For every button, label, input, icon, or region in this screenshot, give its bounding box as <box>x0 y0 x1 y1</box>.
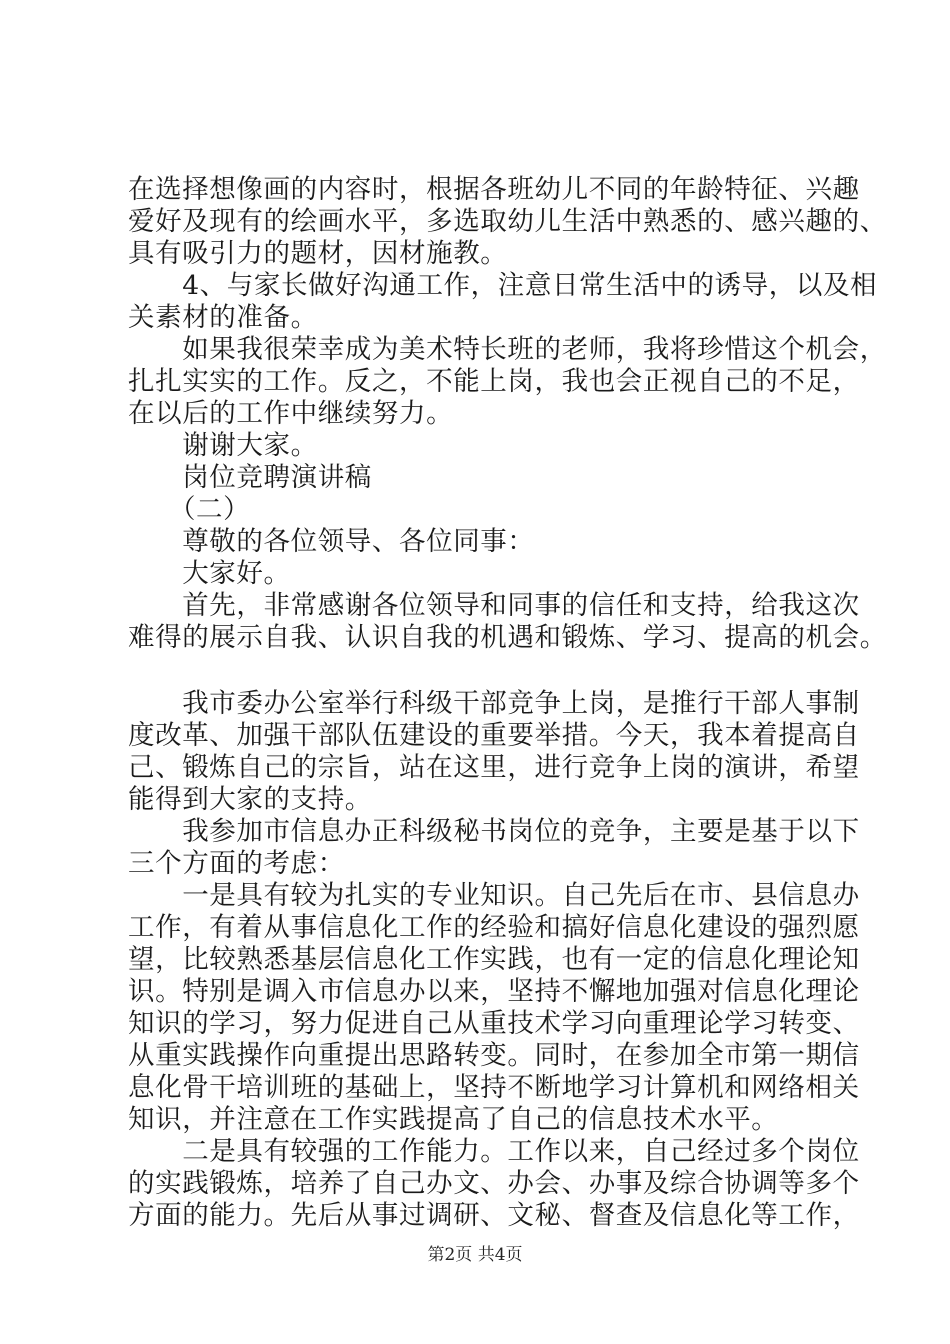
text-line: 首先，非常感谢各位领导和同事的信任和支持，给我这次 <box>128 590 860 621</box>
text-line: 从重实践操作向重提出思路转变。同时，在参加全市第一期信 <box>128 1040 860 1071</box>
text-line: 度改革、加强干部队伍建设的重要举措。今天，我本着提高自 <box>128 720 860 751</box>
text-line: 爱好及现有的绘画水平，多选取幼儿生活中熟悉的、感兴趣的、 <box>128 206 887 237</box>
document-body <box>128 174 887 1232</box>
page-number-footer: 第2页 共4页 <box>427 1245 523 1265</box>
text-line: 能得到大家的支持。 <box>128 784 372 815</box>
text-line: 谢谢大家。 <box>128 430 318 461</box>
text-line: 方面的能力。先后从事过调研、文秘、督查及信息化等工作， <box>128 1200 860 1231</box>
text-line: 己、锻炼自己的宗旨，站在这里，进行竞争上岗的演讲，希望 <box>128 752 860 783</box>
text-line: 具有吸引力的题材，因材施教。 <box>128 238 508 269</box>
text-line: 如果我很荣幸成为美术特长班的老师，我将珍惜这个机会， <box>128 334 887 365</box>
text-line: 望，比较熟悉基层信息化工作实践，也有一定的信息化理论知 <box>128 944 860 975</box>
text-line: 知识的学习，努力促进自己从重技术学习向重理论学习转变、 <box>128 1008 860 1039</box>
text-line: 4、与家长做好沟通工作，注意日常生活中的诱导，以及相 <box>128 270 878 301</box>
text-line: 息化骨干培训班的基础上，坚持不断地学习计算机和网络相关 <box>128 1072 860 1103</box>
greeting: 大家好。 <box>128 558 291 589</box>
text-line: 关素材的准备。 <box>128 302 318 333</box>
text-line: 识。特别是调入市信息办以来，坚持不懈地加强对信息化理论 <box>128 976 860 1007</box>
salutation: 尊敬的各位领导、各位同事： <box>128 526 535 557</box>
section-title: 岗位竞聘演讲稿 <box>128 462 372 493</box>
section-number: （二） <box>128 494 251 525</box>
text-line: 知识，并注意在工作实践提高了自己的信息技术水平。 <box>128 1104 779 1135</box>
text-line: 我市委办公室举行科级干部竞争上岗，是推行干部人事制 <box>128 688 860 719</box>
text-line: 的实践锻炼，培养了自己办文、办会、办事及综合协调等多个 <box>128 1168 860 1199</box>
text-line: 在以后的工作中继续努力。 <box>128 398 454 429</box>
text-line: 一是具有较为扎实的专业知识。自己先后在市、县信息办 <box>128 880 860 911</box>
text-line: 我参加市信息办正科级秘书岗位的竞争，主要是基于以下 <box>128 816 860 847</box>
paragraph-gap <box>128 654 858 688</box>
text-line: 扎扎实实的工作。反之，不能上岗，我也会正视自己的不足， <box>128 366 860 397</box>
text-line: 工作，有着从事信息化工作的经验和搞好信息化建设的强烈愿 <box>128 912 860 943</box>
text-line: 三个方面的考虑： <box>128 848 345 879</box>
text-line: 在选择想像画的内容时，根据各班幼儿不同的年龄特征、兴趣 <box>128 174 860 205</box>
text-line: 二是具有较强的工作能力。工作以来，自己经过多个岗位 <box>128 1136 860 1167</box>
text-line: 难得的展示自我、认识自我的机遇和锻炼、学习、提高的机会。 <box>128 622 887 653</box>
